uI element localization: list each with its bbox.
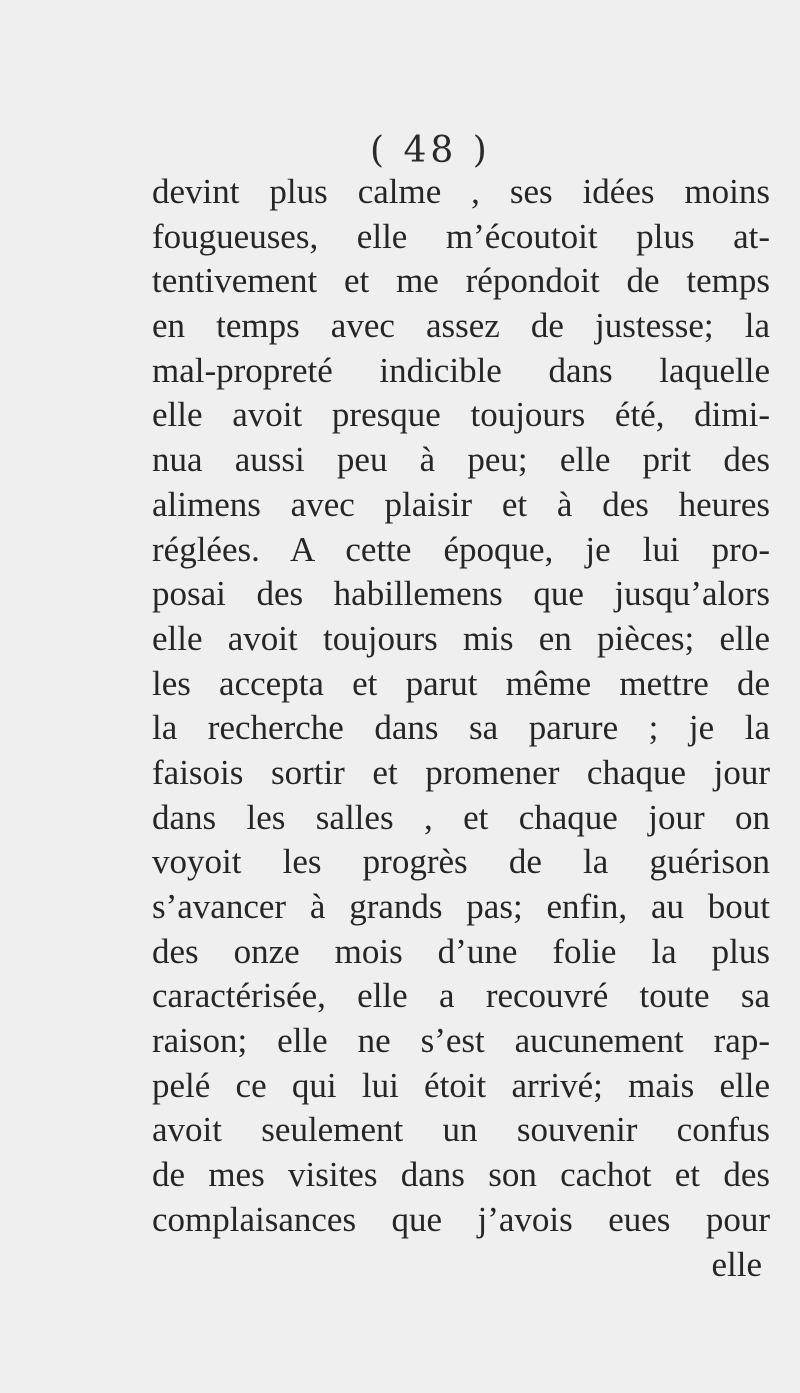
text-line: de mes visites dans son cachot et des (152, 1155, 770, 1195)
page-number: ( 48 ) (370, 130, 491, 171)
text-line: elle avoit presque toujours été, dimi- (152, 395, 770, 435)
text-line: alimens avec plaisir et à des heures (152, 484, 770, 524)
text-line: elle avoit toujours mis en pièces; elle (152, 618, 770, 658)
text-line: raison; elle ne s’est aucunement rap- (152, 1021, 770, 1061)
text-line: la recherche dans sa parure ; je la (152, 708, 770, 748)
text-line: réglées. A cette époque, je lui pro- (152, 529, 770, 569)
text-line: caractérisée, elle a recouvré toute sa (152, 976, 770, 1016)
text-line: nua aussi peu à peu; elle prit des (152, 440, 770, 480)
text-line: dans les salles , et chaque jour on (152, 797, 770, 837)
text-line: des onze mois d’une folie la plus (152, 931, 770, 971)
text-line: avoit seulement un souvenir confus (152, 1110, 770, 1150)
catchword: elle (711, 1244, 762, 1284)
text-line: les accepta et parut même mettre de (152, 663, 770, 703)
body-text (152, 170, 770, 1287)
text-line: fougueuses, elle m’écoutoit plus at- (152, 216, 770, 256)
text-line: devint plus calme , ses idées moins (152, 172, 770, 211)
text-line: voyoit les progrès de la guérison (152, 842, 770, 882)
text-line: s’avancer à grands pas; enfin, au bout (152, 887, 770, 926)
text-line: mal-propreté indicible dans laquelle (152, 350, 770, 390)
text-line: en temps avec assez de justesse; la (152, 306, 770, 346)
text-line: faisois sortir et promener chaque jour (152, 752, 770, 792)
text-line: pelé ce qui lui étoit arrivé; mais elle (152, 1065, 770, 1105)
text-line: tentivement et me répondoit de temps (152, 261, 770, 301)
text-line: complaisances que j’avois eues pour (152, 1199, 770, 1239)
text-line: posai des habillemens que jusqu’alors (152, 574, 770, 614)
